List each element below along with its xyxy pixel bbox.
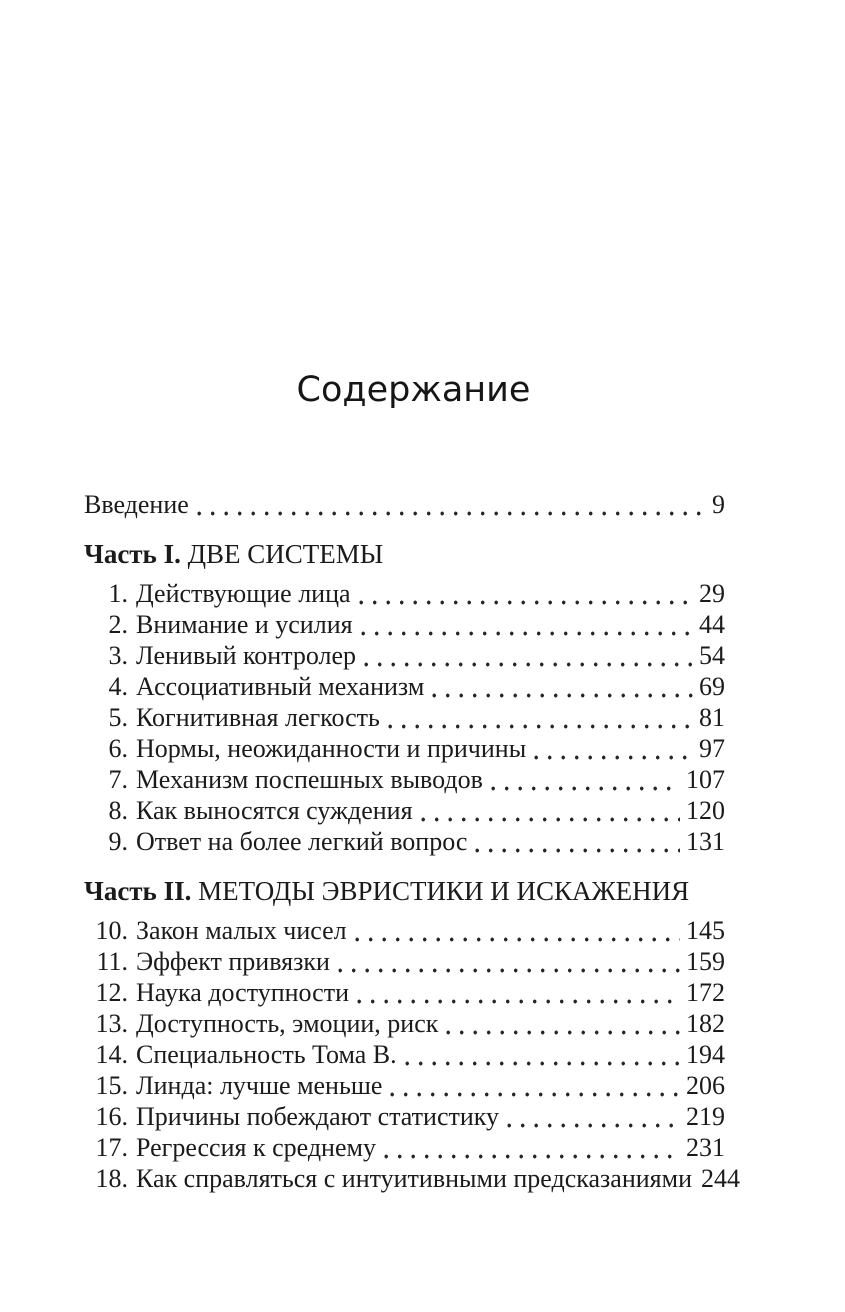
chapter-page-number: 54 xyxy=(699,641,725,670)
part-header xyxy=(84,876,725,907)
chapter-page-number: 131 xyxy=(686,827,725,856)
chapter-page-number: 44 xyxy=(699,610,725,639)
chapter-title: Ответ на более легкий вопрос xyxy=(136,827,468,856)
toc-entry-chapter xyxy=(84,826,725,857)
dot-leader xyxy=(350,915,680,946)
chapter-page-number: 29 xyxy=(699,579,725,608)
chapter-page-number: 206 xyxy=(686,1071,725,1100)
chapter-title: Линда: лучше меньше xyxy=(136,1071,383,1100)
chapter-title: Нормы, неожиданности и причины xyxy=(136,734,527,763)
toc-parts xyxy=(84,539,740,1194)
chapter-title: Когнитивная легкость xyxy=(136,703,380,732)
chapter-number: 2. xyxy=(108,610,128,639)
toc-entry-chapter xyxy=(84,946,725,977)
dot-leader xyxy=(385,1070,680,1101)
chapter-number: 5. xyxy=(108,703,128,732)
dot-leader xyxy=(379,1132,680,1163)
chapter-title: Ассоциативный механизм xyxy=(136,672,425,701)
chapter-number: 9. xyxy=(108,827,128,856)
chapter-title: Внимание и усилия xyxy=(136,610,353,639)
chapter-title: Наука доступности xyxy=(136,978,350,1007)
dot-leader xyxy=(441,1008,680,1039)
toc-entry-chapter xyxy=(84,609,725,640)
dot-leader xyxy=(470,826,680,857)
chapter-page-number: 172 xyxy=(686,978,725,1007)
toc-entry-introduction xyxy=(84,489,725,520)
chapter-page-number: 219 xyxy=(686,1102,725,1131)
toc-entry-chapter xyxy=(84,733,725,764)
dot-leader xyxy=(502,1101,680,1132)
chapter-title: Как выносятся суждения xyxy=(136,796,413,825)
chapter-page-number: 145 xyxy=(686,916,725,945)
chapter-title: Эффект привязки xyxy=(136,947,330,976)
chapter-number: 12. xyxy=(95,978,128,1007)
chapter-page-number: 231 xyxy=(686,1133,725,1162)
dot-leader xyxy=(529,733,693,764)
part-label: Часть I. xyxy=(84,539,181,569)
dot-leader xyxy=(359,640,693,671)
chapter-number: 10. xyxy=(95,916,128,945)
chapter-page-number: 97 xyxy=(699,734,725,763)
chapter-number: 6. xyxy=(108,734,128,763)
chapter-number: 14. xyxy=(95,1040,128,1069)
toc-entry-chapter xyxy=(84,795,725,826)
chapter-number: 18. xyxy=(95,1164,128,1193)
dot-leader xyxy=(400,1039,680,1070)
chapter-list xyxy=(84,915,740,1194)
chapter-title: Доступность, эмоции, риск xyxy=(136,1009,439,1038)
dot-leader xyxy=(486,764,680,795)
chapter-page-number: 81 xyxy=(699,703,725,732)
chapter-number: 15. xyxy=(95,1071,128,1100)
dot-leader xyxy=(427,671,693,702)
page-title: Содержание xyxy=(296,370,531,410)
toc-entry-chapter xyxy=(84,1039,725,1070)
toc-entry-chapter xyxy=(84,702,725,733)
toc-entry-chapter xyxy=(84,1101,725,1132)
chapter-number: 4. xyxy=(108,672,128,701)
chapter-number: 11. xyxy=(96,947,128,976)
toc-entry-chapter xyxy=(84,640,725,671)
chapter-number: 13. xyxy=(95,1009,128,1038)
chapter-page-number: 120 xyxy=(686,796,725,825)
chapter-title: Механизм поспешных выводов xyxy=(136,765,483,794)
part-label: Часть II. xyxy=(84,876,192,906)
dot-leader xyxy=(333,946,680,977)
chapter-title: Причины побеждают статистику xyxy=(136,1102,500,1131)
toc-entry-chapter xyxy=(84,915,725,946)
chapter-page-number: 159 xyxy=(686,947,725,976)
chapter-number: 7. xyxy=(108,765,128,794)
chapter-number: 1. xyxy=(108,579,128,608)
dot-leader xyxy=(192,489,706,520)
chapter-number: 16. xyxy=(95,1102,128,1131)
toc-entry-page-number: 9 xyxy=(712,490,725,519)
dot-leader xyxy=(383,702,693,733)
toc-entry-chapter xyxy=(84,578,725,609)
chapter-number: 17. xyxy=(95,1133,128,1162)
chapter-page-number: 244 xyxy=(700,1164,740,1193)
toc-part xyxy=(84,539,725,857)
chapter-title: Закон малых чисел xyxy=(136,916,347,945)
chapter-title: Регрессия к среднему xyxy=(136,1133,376,1162)
chapter-number: 3. xyxy=(108,641,128,670)
dot-leader xyxy=(416,795,680,826)
toc-entry-chapter xyxy=(84,671,725,702)
part-header xyxy=(84,539,725,570)
dot-leader xyxy=(354,578,693,609)
toc-entry-chapter xyxy=(84,1132,725,1163)
dot-leader xyxy=(356,609,693,640)
chapter-page-number: 107 xyxy=(686,765,725,794)
chapter-page-number: 69 xyxy=(699,672,725,701)
toc-entry-chapter xyxy=(84,1070,725,1101)
chapter-title: Как справляться с интуитивными предсказаниями xyxy=(136,1164,692,1193)
chapter-number: 8. xyxy=(108,796,128,825)
toc-entry-chapter xyxy=(84,1163,740,1194)
toc-entry-chapter xyxy=(84,1008,725,1039)
part-title: МЕТОДЫ ЭВРИСТИКИ И ИСКАЖЕНИЯ xyxy=(198,876,690,906)
part-title: ДВЕ СИСТЕМЫ xyxy=(187,539,384,569)
table-of-contents xyxy=(84,489,740,1194)
dot-leader xyxy=(352,977,680,1008)
toc-entry-chapter xyxy=(84,977,725,1008)
chapter-page-number: 194 xyxy=(686,1040,725,1069)
chapter-title: Действующие лица xyxy=(136,579,351,608)
chapter-title: Специальность Тома В. xyxy=(136,1040,397,1069)
chapter-title: Ленивый контролер xyxy=(136,641,357,670)
toc-part xyxy=(84,876,740,1194)
chapter-list xyxy=(84,578,725,857)
chapter-page-number: 182 xyxy=(686,1009,725,1038)
toc-entry-chapter xyxy=(84,764,725,795)
toc-entry-label: Введение xyxy=(84,490,189,519)
